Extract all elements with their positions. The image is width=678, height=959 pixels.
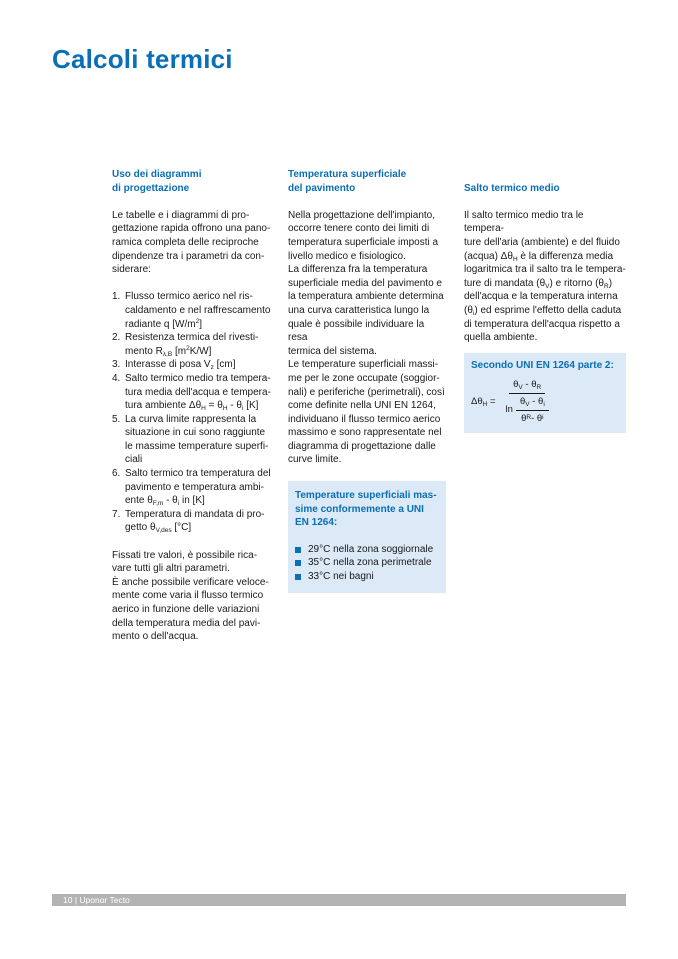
limits-list <box>295 543 439 584</box>
bullet-square-icon <box>295 547 301 553</box>
box-heading: Temperature superficiali mas- sime conformemente a UNI EN 1264: <box>295 490 437 529</box>
section-heading: Salto termico medio <box>464 182 560 194</box>
list-item: 6. Salto termico tra temperatura del pavimento e temperatura ambi- ente $\theta_{F,m} - \theta_i$ in [K] <box>112 468 271 508</box>
formula-fraction: $\theta_V - \theta_R$ ln $\theta_V - \theta_i$ θ R - θ i <box>502 378 553 425</box>
list-item: 33°C nei bagni <box>295 570 439 584</box>
list-item: 5. La curva limite rappresenta la situazione in cui sono raggiunte le massime temperature superfi- ciali <box>112 413 269 466</box>
outro-text: Fissati tre valori, è possibile rica- vare tutti gli altri parametri. È anche possibile verificare veloce- mente come varia il flusso termico aerico in funzione delle variazioni della temperatura media del pavi- mento o dell'acqua. <box>112 549 269 643</box>
column-surface-temperature <box>288 168 446 593</box>
info-box-surface-limits <box>288 481 446 593</box>
column-mean-temperature-drop <box>464 168 626 433</box>
bullet-square-icon <box>295 574 301 580</box>
info-box-formula <box>464 353 626 433</box>
list-item: 29°C nella zona soggiornale <box>295 543 439 557</box>
bullet-square-icon <box>295 560 301 566</box>
section-heading: Temperatura superficiale del pavimento <box>288 169 407 194</box>
log-mean-formula <box>471 378 619 425</box>
box-heading: Secondo UNI EN 1264 parte 2: <box>471 359 614 371</box>
list-item: 4. Salto termico medio tra tempera- tura media dell'acqua e tempera- tura ambiente $\Delta\theta_H = \theta_H - \theta_i$ [K] <box>112 372 271 413</box>
parameter-list <box>112 290 278 535</box>
page-title: Calcoli termici <box>52 44 233 74</box>
list-item: 35°C nella zona perimetrale <box>295 556 439 570</box>
page-footer: 10 | Uponor Tecto <box>52 894 626 906</box>
column-diagram-usage <box>112 168 278 644</box>
list-item: 7. Temperatura di mandata di pro- getto $\theta_{V,des}$ [°C] <box>112 508 265 535</box>
section-heading: Uso dei diagrammi di progettazione <box>112 169 202 194</box>
list-item: 2. Resistenza termica del rivesti- mento $R_{\lambda,B}$ $[m^2K/W]$ <box>112 332 259 358</box>
formula-lhs: $\Delta\theta_H$ = <box>471 395 496 408</box>
list-item: 1. Flusso termico aerico nel ris- caldamento e nel raffrescamento radiante q $[W/m^2]$ <box>112 291 271 330</box>
body-text: Il salto termico medio tra le tempera- ture dell'aria (ambiente) e del fluido (acqua) $\Delta\theta_H$ è la differenza media logaritmica tra il salto tra le tempera- ture di mandata $(\theta_V)$ e ritorno $(\theta_R)$ dell'acqua e la temperatura interna $(\theta_i)$ ed esprime l'effetto della caduta di temperatura dell'acqua rispetto a quella ambiente. <box>464 209 626 344</box>
body-text: Nella progettazione dell'impianto, occorre tenere conto dei limiti di temperatura superficiale imposti a livello medico e fisiologico. La differenza fra la temperatura superficiale media del pavimento e la temperatura ambiente determina una curva caratteristica lungo la quale è possibile individuare la resa termica del sistema. Le temperature superficiali massi- me per le zone occupate (soggior- nali) e periferiche (perimetrali), così come definite nella UNI EN 1264, individuano il flusso termico aerico massimo e sono rappresentate nel diagramma di progettazione dalle curve limite. <box>288 209 445 466</box>
intro-text: Le tabelle e i diagrammi di pro- gettazione rapida offrono una pano- ramica completa delle reciproche dipendenze tra i parametri da con- siderare: <box>112 209 271 276</box>
list-item: 3. Interasse di posa $V_z$ [cm] <box>112 359 236 372</box>
